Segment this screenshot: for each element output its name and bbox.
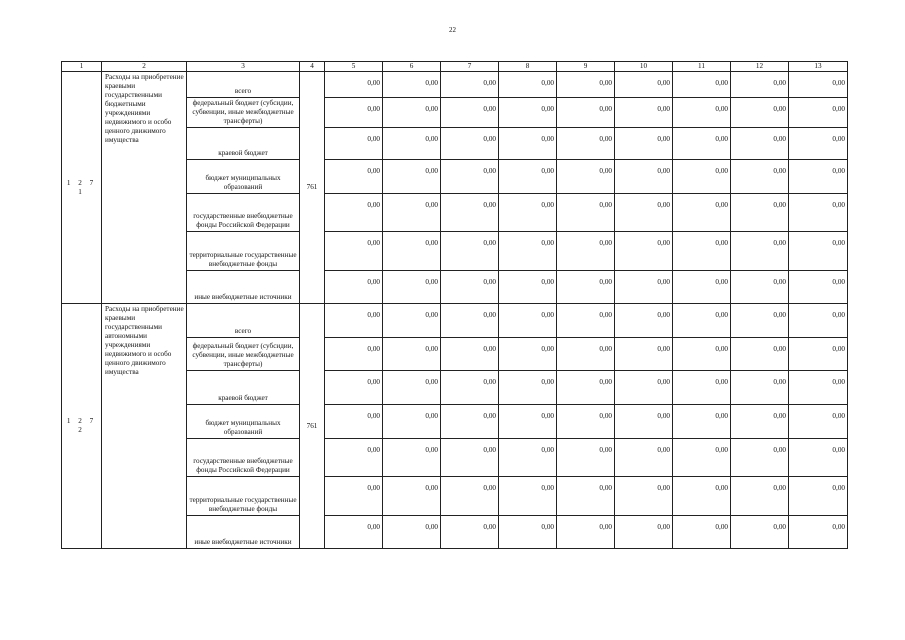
- amount-cell: 0,00: [673, 439, 731, 477]
- amount-cell: 0,00: [441, 128, 499, 160]
- amount-cell: 0,00: [557, 160, 615, 194]
- amount-cell: 0,00: [499, 72, 557, 98]
- amount-cell: 0,00: [731, 371, 789, 405]
- amount-cell: 0,00: [557, 232, 615, 271]
- amount-cell: 0,00: [673, 194, 731, 232]
- amount-cell: 0,00: [731, 405, 789, 439]
- amount-cell: 0,00: [557, 304, 615, 338]
- amount-cell: 0,00: [673, 477, 731, 516]
- funding-source: государственные внебюджетные фонды Российской Федерации: [187, 194, 300, 232]
- row-code: 1 2 7 2: [62, 304, 102, 549]
- amount-cell: 0,00: [731, 271, 789, 304]
- table-row: [62, 304, 848, 338]
- amount-cell: 0,00: [789, 405, 848, 439]
- amount-cell: 0,00: [615, 371, 673, 405]
- amount-cell: 0,00: [441, 439, 499, 477]
- amount-cell: 0,00: [441, 516, 499, 549]
- amount-cell: 0,00: [383, 232, 441, 271]
- amount-cell: 0,00: [557, 98, 615, 128]
- amount-cell: 0,00: [789, 304, 848, 338]
- amount-cell: 0,00: [557, 516, 615, 549]
- funding-source: бюджет муниципальных образований: [187, 405, 300, 439]
- amount-cell: 0,00: [325, 271, 383, 304]
- amount-cell: 0,00: [383, 371, 441, 405]
- amount-cell: 0,00: [731, 194, 789, 232]
- amount-cell: 0,00: [557, 439, 615, 477]
- amount-cell: 0,00: [789, 160, 848, 194]
- amount-cell: 0,00: [383, 304, 441, 338]
- amount-cell: 0,00: [615, 338, 673, 371]
- amount-cell: 0,00: [557, 194, 615, 232]
- funding-source: государственные внебюджетные фонды Российской Федерации: [187, 439, 300, 477]
- amount-cell: 0,00: [325, 338, 383, 371]
- amount-cell: 0,00: [789, 439, 848, 477]
- amount-cell: 0,00: [557, 477, 615, 516]
- amount-cell: 0,00: [731, 338, 789, 371]
- amount-cell: 0,00: [383, 338, 441, 371]
- amount-cell: 0,00: [441, 477, 499, 516]
- amount-cell: 0,00: [789, 338, 848, 371]
- amount-cell: 0,00: [615, 405, 673, 439]
- amount-cell: 0,00: [499, 405, 557, 439]
- budget-table: [61, 61, 848, 549]
- amount-cell: 0,00: [731, 439, 789, 477]
- column-header: 11: [673, 62, 731, 72]
- amount-cell: 0,00: [731, 477, 789, 516]
- amount-cell: 0,00: [789, 371, 848, 405]
- amount-cell: 0,00: [325, 194, 383, 232]
- amount-cell: 0,00: [557, 72, 615, 98]
- funding-source: территориальные государственные внебюджетные фонды: [187, 477, 300, 516]
- amount-cell: 0,00: [789, 232, 848, 271]
- column-header: 12: [731, 62, 789, 72]
- amount-cell: 0,00: [615, 194, 673, 232]
- amount-cell: 0,00: [383, 477, 441, 516]
- amount-cell: 0,00: [673, 371, 731, 405]
- amount-cell: 0,00: [557, 405, 615, 439]
- amount-cell: 0,00: [615, 160, 673, 194]
- amount-cell: 0,00: [789, 194, 848, 232]
- amount-cell: 0,00: [499, 98, 557, 128]
- amount-cell: 0,00: [731, 160, 789, 194]
- table-row: [62, 72, 848, 98]
- amount-cell: 0,00: [615, 72, 673, 98]
- funding-source: федеральный бюджет (субсидии, субвенции, иные межбюджетные трансферты): [187, 338, 300, 371]
- amount-cell: 0,00: [383, 405, 441, 439]
- column-header: 10: [615, 62, 673, 72]
- amount-cell: 0,00: [499, 194, 557, 232]
- amount-cell: 0,00: [615, 271, 673, 304]
- amount-cell: 0,00: [441, 72, 499, 98]
- amount-cell: 0,00: [441, 271, 499, 304]
- amount-cell: 0,00: [557, 128, 615, 160]
- amount-cell: 0,00: [673, 405, 731, 439]
- amount-cell: 0,00: [615, 516, 673, 549]
- expense-name: Расходы на приобретение краевыми государственными автономными учреждениями недвижимого и особо ценного движимого имущества: [102, 304, 187, 549]
- amount-cell: 0,00: [325, 160, 383, 194]
- amount-cell: 0,00: [325, 98, 383, 128]
- funding-source: федеральный бюджет (субсидии, субвенции, иные межбюджетные трансферты): [187, 98, 300, 128]
- amount-cell: 0,00: [383, 439, 441, 477]
- amount-cell: 0,00: [325, 128, 383, 160]
- amount-cell: 0,00: [383, 72, 441, 98]
- amount-cell: 0,00: [731, 72, 789, 98]
- amount-cell: 0,00: [383, 128, 441, 160]
- column-header: 3: [187, 62, 300, 72]
- amount-cell: 0,00: [325, 405, 383, 439]
- org-code: 761: [300, 72, 325, 304]
- amount-cell: 0,00: [673, 98, 731, 128]
- amount-cell: 0,00: [615, 128, 673, 160]
- amount-cell: 0,00: [441, 371, 499, 405]
- amount-cell: 0,00: [325, 477, 383, 516]
- column-header: 5: [325, 62, 383, 72]
- amount-cell: 0,00: [731, 516, 789, 549]
- amount-cell: 0,00: [557, 338, 615, 371]
- column-header: 8: [499, 62, 557, 72]
- amount-cell: 0,00: [673, 232, 731, 271]
- funding-source: иные внебюджетные источники: [187, 516, 300, 549]
- amount-cell: 0,00: [499, 338, 557, 371]
- amount-cell: 0,00: [731, 304, 789, 338]
- amount-cell: 0,00: [441, 338, 499, 371]
- amount-cell: 0,00: [673, 128, 731, 160]
- amount-cell: 0,00: [557, 271, 615, 304]
- amount-cell: 0,00: [731, 232, 789, 271]
- funding-source: краевой бюджет: [187, 371, 300, 405]
- column-header: 2: [102, 62, 187, 72]
- table-header-row: [62, 62, 848, 72]
- org-code: 761: [300, 304, 325, 549]
- amount-cell: 0,00: [325, 371, 383, 405]
- amount-cell: 0,00: [325, 304, 383, 338]
- amount-cell: 0,00: [499, 128, 557, 160]
- amount-cell: 0,00: [615, 232, 673, 271]
- amount-cell: 0,00: [789, 271, 848, 304]
- amount-cell: 0,00: [789, 98, 848, 128]
- amount-cell: 0,00: [441, 405, 499, 439]
- funding-source: всего: [187, 72, 300, 98]
- amount-cell: 0,00: [499, 271, 557, 304]
- row-code: 1 2 7 1: [62, 72, 102, 304]
- amount-cell: 0,00: [499, 439, 557, 477]
- amount-cell: 0,00: [499, 516, 557, 549]
- amount-cell: 0,00: [383, 160, 441, 194]
- column-header: 9: [557, 62, 615, 72]
- amount-cell: 0,00: [325, 516, 383, 549]
- amount-cell: 0,00: [441, 194, 499, 232]
- amount-cell: 0,00: [789, 128, 848, 160]
- amount-cell: 0,00: [499, 477, 557, 516]
- column-header: 1: [62, 62, 102, 72]
- funding-source: иные внебюджетные источники: [187, 271, 300, 304]
- funding-source: территориальные государственные внебюджетные фонды: [187, 232, 300, 271]
- amount-cell: 0,00: [789, 72, 848, 98]
- amount-cell: 0,00: [499, 304, 557, 338]
- amount-cell: 0,00: [673, 304, 731, 338]
- amount-cell: 0,00: [383, 194, 441, 232]
- amount-cell: 0,00: [441, 160, 499, 194]
- amount-cell: 0,00: [499, 232, 557, 271]
- funding-source: всего: [187, 304, 300, 338]
- amount-cell: 0,00: [325, 72, 383, 98]
- amount-cell: 0,00: [615, 98, 673, 128]
- amount-cell: 0,00: [441, 304, 499, 338]
- amount-cell: 0,00: [731, 98, 789, 128]
- column-header: 4: [300, 62, 325, 72]
- amount-cell: 0,00: [499, 371, 557, 405]
- amount-cell: 0,00: [789, 516, 848, 549]
- amount-cell: 0,00: [615, 439, 673, 477]
- amount-cell: 0,00: [789, 477, 848, 516]
- amount-cell: 0,00: [325, 439, 383, 477]
- amount-cell: 0,00: [673, 516, 731, 549]
- amount-cell: 0,00: [673, 271, 731, 304]
- amount-cell: 0,00: [499, 160, 557, 194]
- amount-cell: 0,00: [441, 232, 499, 271]
- amount-cell: 0,00: [673, 72, 731, 98]
- amount-cell: 0,00: [383, 98, 441, 128]
- funding-source: краевой бюджет: [187, 128, 300, 160]
- column-header: 7: [441, 62, 499, 72]
- amount-cell: 0,00: [557, 371, 615, 405]
- funding-source: бюджет муниципальных образований: [187, 160, 300, 194]
- amount-cell: 0,00: [441, 98, 499, 128]
- amount-cell: 0,00: [615, 304, 673, 338]
- amount-cell: 0,00: [325, 232, 383, 271]
- column-header: 6: [383, 62, 441, 72]
- page-number: 22: [449, 26, 456, 34]
- amount-cell: 0,00: [383, 271, 441, 304]
- amount-cell: 0,00: [383, 516, 441, 549]
- expense-name: Расходы на приобретение краевыми государственными бюджетными учреждениями недвижимого и особо ценного движимого имущества: [102, 72, 187, 304]
- column-header: 13: [789, 62, 848, 72]
- amount-cell: 0,00: [731, 128, 789, 160]
- amount-cell: 0,00: [615, 477, 673, 516]
- amount-cell: 0,00: [673, 160, 731, 194]
- amount-cell: 0,00: [673, 338, 731, 371]
